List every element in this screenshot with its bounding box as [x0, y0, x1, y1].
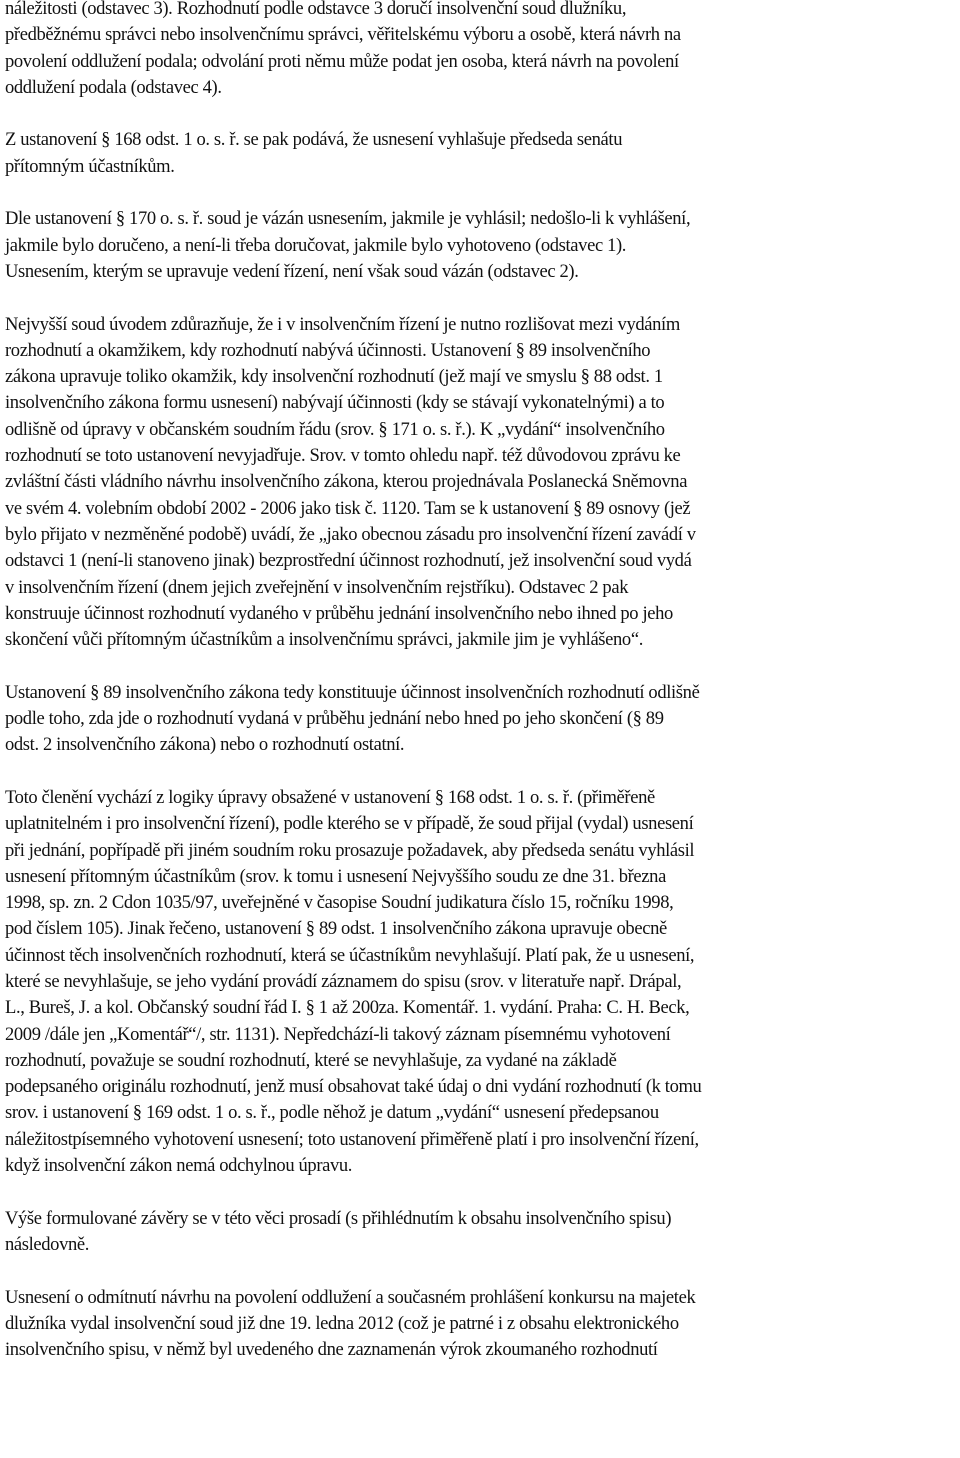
text-line: Nejvyšší soud úvodem zdůrazňuje, že i v insolvenčním řízení je nutno rozlišovat mezi vydáním: [5, 313, 680, 335]
text-line: Výše formulované závěry se v této věci prosadí (s přihlédnutím k obsahu insolvenčního spisu): [5, 1207, 672, 1229]
text-line: rozhodnutí a okamžikem, kdy rozhodnutí nabývá účinnosti. Ustanovení § 89 insolvenčního: [5, 339, 651, 361]
text-line: povolení oddlužení podala; odvolání proti němu může podat jen osoba, která návrh na povolení: [5, 50, 679, 72]
text-line: ve svém 4. volebním období 2002 - 2006 jako tisk č. 1120. Tam se k ustanovení § 89 osnovy (jež: [5, 497, 691, 519]
paragraph: [5, 785, 957, 1179]
text-line: 2009 /dále jen „Komentář“/, str. 1131). Nepředchází-li takový záznam písemnému vyhotovení: [5, 1023, 671, 1045]
text-line: předběžnému správci nebo insolvenčnímu správci, věřitelskému výboru a osobě, která návrh na: [5, 24, 681, 46]
text-line: Toto členění vychází z logiky úpravy obsažené v ustanovení § 168 odst. 1 o. s. ř. (přiměřeně: [5, 786, 655, 808]
paragraph: [5, 312, 957, 654]
text-line: Ustanovení § 89 insolvenčního zákona tedy konstituuje účinnost insolvenčních rozhodnutí odlišně: [5, 681, 700, 703]
text-line: insolvenčního spisu, v němž byl uvedeného dne zaznamenán výrok zkoumaného rozhodnutí: [5, 1339, 658, 1361]
text-line: jakmile bylo doručeno, a není-li třeba doručovat, jakmile bylo vyhotoveno (odstavec 1).: [5, 234, 627, 256]
text-line: podepsaného originálu rozhodnutí, jenž musí obsahovat také údaj o dni vydání rozhodnutí (k tomu: [5, 1076, 702, 1098]
text-line: Dle ustanovení § 170 o. s. ř. soud je vázán usnesením, jakmile je vyhlásil; nedošlo-li k vyhlášení,: [5, 208, 691, 230]
text-line: L., Bureš, J. a kol. Občanský soudní řád I. § 1 až 200za. Komentář. 1. vydání. Praha: C. H. Beck,: [5, 997, 690, 1019]
text-line: rozhodnutí se toto ustanovení nevyjadřuje. Srov. v tomto ohledu např. též důvodovou zprávu ke: [5, 445, 681, 467]
text-line: účinnost těch insolvenčních rozhodnutí, která se účastníkům nevyhlašují. Platí pak, že u usnesení,: [5, 944, 695, 966]
text-line: odlišně od úpravy v občanském soudním řádu (srov. § 171 o. s. ř.). K „vydání“ insolvenčního: [5, 418, 665, 440]
text-line: zvláštní části vládního návrhu insolvenčního zákona, kterou projednávala Poslanecká Sněmovna: [5, 471, 688, 493]
text-line: konstruuje účinnost rozhodnutí vydaného v průběhu jednání insolvenčního nebo ihned po jeho: [5, 602, 673, 624]
text-line: při jednání, popřípadě při jiném soudním roku prosazuje požadavek, aby předseda senátu vyhlásil: [5, 839, 695, 861]
document-page: [5, 0, 957, 1390]
text-line: usnesení přítomným účastníkům (srov. k tomu i usnesení Nejvyššího soudu ze dne 31. března: [5, 865, 666, 887]
text-line: uplatnitelném i pro insolvenční řízení), podle kterého se v případě, že soud přijal (vydal) usnesení: [5, 813, 694, 835]
text-line: odstavci 1 (není-li stanoveno jinak) bezprostřední účinnost rozhodnutí, jež insolvenční soud vydá: [5, 550, 692, 572]
text-line: náležitostpísemného vyhotovení usnesení; toto ustanovení přiměřeně platí i pro insolvenční řízení,: [5, 1128, 699, 1150]
paragraph: [5, 0, 957, 101]
text-line: rozhodnutí, považuje se soudní rozhodnutí, které se nevyhlašuje, za vydané na základě: [5, 1049, 617, 1071]
text-line: dlužníka vydal insolvenční soud již dne 19. ledna 2012 (což je patrné i z obsahu elektronického: [5, 1312, 679, 1334]
paragraph: [5, 1206, 957, 1259]
text-line: skončení vůči přítomným účastníkům a insolvenčnímu správci, jakmile jim je vyhlášeno“.: [5, 629, 643, 651]
text-line: bylo přijato v nezměněné podobě) uvádí, že „jako obecnou zásadu pro insolvenční řízení zavádí v: [5, 523, 696, 545]
text-line: Z ustanovení § 168 odst. 1 o. s. ř. se pak podává, že usnesení vyhlašuje předseda senátu: [5, 129, 623, 151]
text-line: pod číslem 105). Jinak řečeno, ustanovení § 89 odst. 1 insolvenčního zákona upravuje obecně: [5, 918, 667, 940]
text-line: přítomným účastníkům.: [5, 155, 175, 177]
text-line: 1998, sp. zn. 2 Cdon 1035/97, uveřejněné v časopise Soudní judikatura číslo 15, ročníku 1998,: [5, 892, 674, 914]
text-line: insolvenčního zákona formu usnesení) nabývají účinnosti (kdy se stávají vykonatelnými) a to: [5, 392, 665, 414]
text-line: které se nevyhlašuje, se jeho vydání provádí záznamem do spisu (srov. v literatuře např. Drápal,: [5, 970, 682, 992]
text-line: zákona upravuje toliko okamžik, kdy insolvenční rozhodnutí (jež mají ve smyslu § 88 odst. 1: [5, 366, 663, 388]
text-line: následovně.: [5, 1233, 90, 1255]
text-line: oddlužení podala (odstavec 4).: [5, 76, 222, 98]
text-line: když insolvenční zákon nemá odchylnou úpravu.: [5, 1155, 353, 1177]
paragraph: [5, 206, 957, 285]
text-line: Usnesením, kterým se upravuje vedení řízení, není však soud vázán (odstavec 2).: [5, 260, 579, 282]
text-line: podle toho, zda jde o rozhodnutí vydaná v průběhu jednání nebo hned po jeho skončení (§ 89: [5, 708, 664, 730]
text-line: v insolvenčním řízení (dnem jejich zveřejnění v insolvenčním rejstříku). Odstavec 2 pak: [5, 576, 629, 598]
paragraph: [5, 127, 957, 180]
text-line: odst. 2 insolvenčního zákona) nebo o rozhodnutí ostatní.: [5, 734, 405, 756]
text-line: srov. i ustanovení § 169 odst. 1 o. s. ř., podle něhož je datum „vydání“ usnesení předepsanou: [5, 1102, 659, 1124]
paragraph: [5, 1285, 957, 1364]
text-line: náležitosti (odstavec 3). Rozhodnutí podle odstavce 3 doručí insolvenční soud dlužníku,: [5, 0, 627, 19]
paragraph: [5, 680, 957, 759]
text-line: Usnesení o odmítnutí návrhu na povolení oddlužení a současném prohlášení konkursu na majetek: [5, 1286, 696, 1308]
